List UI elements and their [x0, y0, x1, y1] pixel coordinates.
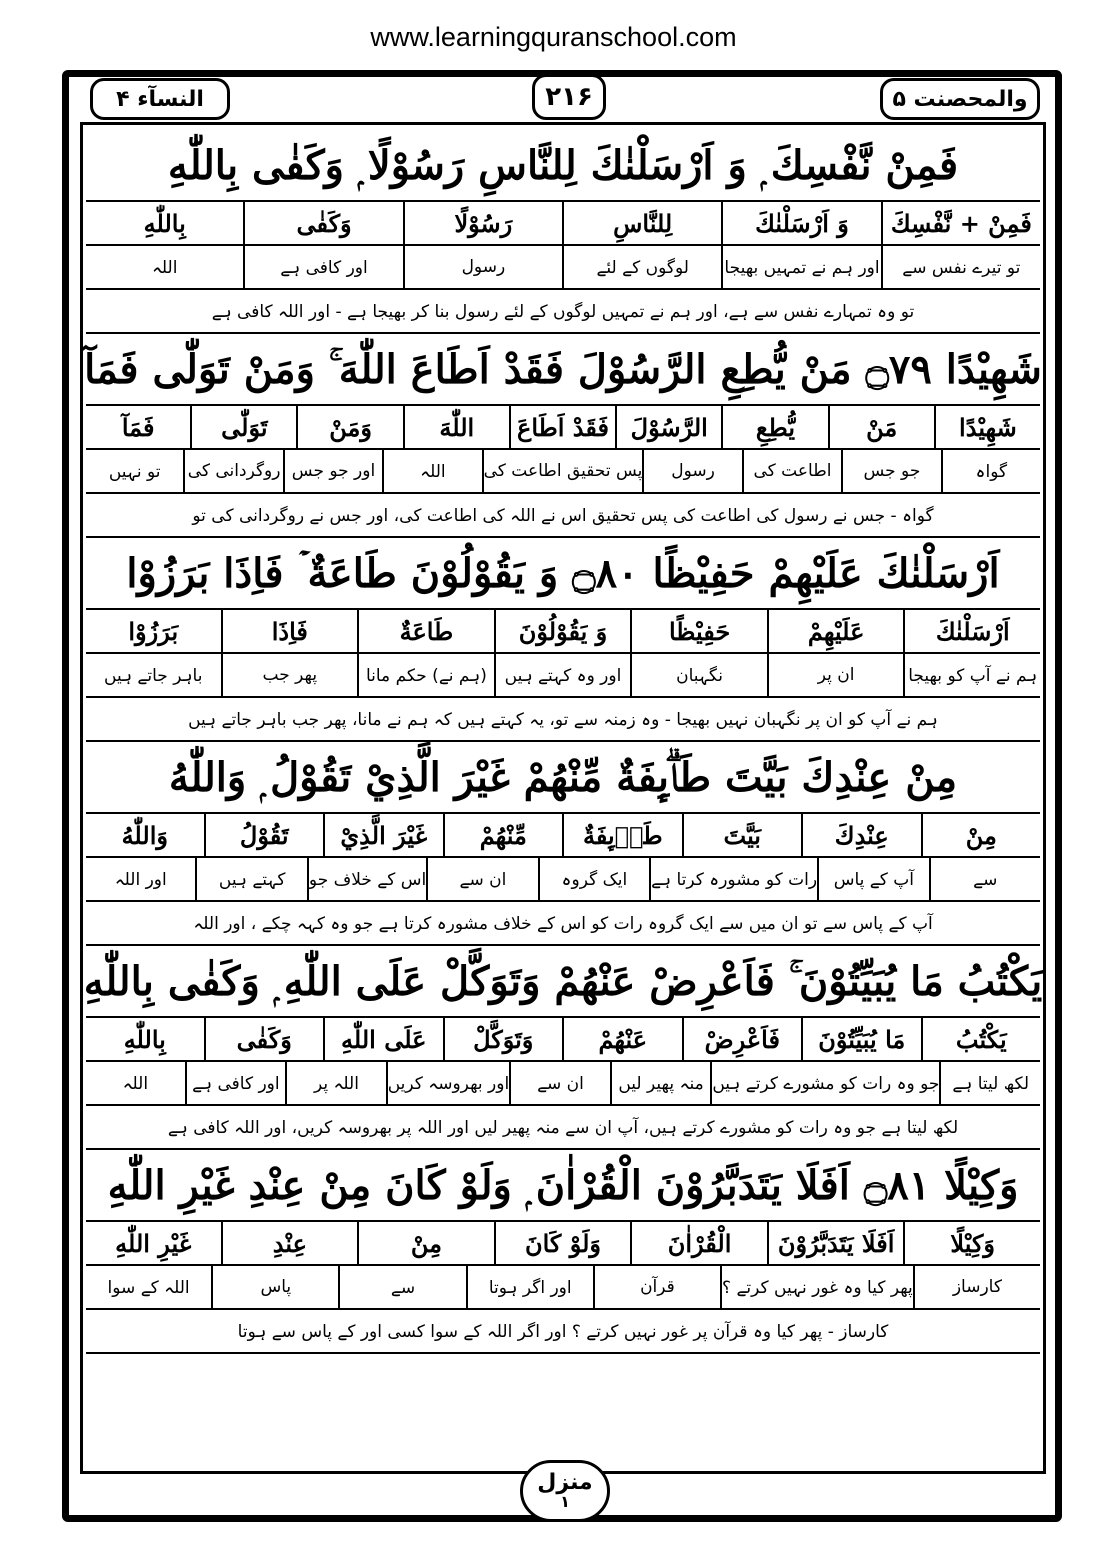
- word-cell: بَرَزُوْا: [128, 616, 179, 646]
- word-cell: فَمِنْ + نَّفْسِكَ: [881, 202, 1040, 244]
- meaning-cell: ان سے: [426, 858, 537, 900]
- word-cell: اللّٰهَ: [403, 406, 509, 448]
- urdu-translation: کارساز - پھر کیا وہ قرآن پر غور نہیں کرتے ؟ اور اگر اللہ کے سوا کسی اور کے پاس سے ہوتا: [237, 1321, 889, 1342]
- meaning-row: [86, 1266, 1040, 1310]
- verse-block: [83, 946, 1043, 1150]
- word-cell: الرَّسُوْلَ: [615, 406, 721, 448]
- meaning-row: [86, 1062, 1040, 1106]
- word-cell: وَلَوْ كَانَ: [494, 1222, 631, 1264]
- word-cell: غَيْرَ الَّذِيْ: [323, 814, 443, 856]
- word-cell: تَوَلّٰى: [190, 406, 296, 448]
- arabic-verse-line: مِنْ عِنْدِكَ بَيَّتَ طَاۗىِٕفَةٌ مِّنْهُمْ غَيْرَ الَّذِيْ تَقُوْلُ ۭ وَاللّٰهُ: [86, 742, 1040, 814]
- meaning-cell: کارساز: [913, 1266, 1040, 1308]
- arabic-verse-line: شَهِيْدًا ۝۷۹ مَنْ يُّطِعِ الرَّسُوْلَ فَقَدْ اَطَاعَ اللّٰهَ ۚ وَمَنْ تَوَلّٰى فَمَآ: [86, 334, 1040, 406]
- site-url: www.learningquranschool.com: [370, 22, 737, 52]
- verse-block: [86, 538, 1040, 742]
- meaning-cell: ہم نے آپ کو بھیجا: [903, 654, 1040, 696]
- meaning-cell: اطاعت کی: [742, 450, 841, 492]
- verse-block: [86, 1150, 1040, 1354]
- meaning-cell: اللہ پر: [285, 1062, 386, 1104]
- word-cell: بَيَّتَ: [682, 814, 802, 856]
- meaning-cell: اللہ: [122, 1073, 149, 1094]
- meaning-cell: رات کو مشورہ کرتا ہے: [649, 858, 817, 900]
- word-cell: مَنْ: [828, 406, 934, 448]
- arabic-verse-line: اَرْسَلْنٰكَ عَلَيْهِمْ حَفِيْظًا ۝۸۰ وَ يَقُوْلُوْنَ طَاعَةٌ ۡ فَاِذَا بَرَزُوْا: [86, 538, 1040, 610]
- word-cell: الْقُرْاٰنَ: [630, 1222, 767, 1264]
- manzil-label: منزل: [537, 1470, 593, 1495]
- word-cell: عَلَيْهِمْ: [767, 610, 904, 652]
- meaning-cell: اور اگر ہوتا: [466, 1266, 593, 1308]
- arabic-verse-line: وَكِيْلًا ۝۸۱ اَفَلَا يَتَدَبَّرُوْنَ الْقُرْاٰنَ ۭ وَلَوْ كَانَ مِنْ عِنْدِ غَيْرِ اللّٰهِ: [86, 1150, 1040, 1222]
- word-cell: وَمَنْ: [296, 406, 402, 448]
- meaning-cell: سے: [338, 1266, 465, 1308]
- meaning-cell: اس کے خلاف جو: [307, 858, 426, 900]
- word-cell: مِنْ: [921, 814, 1041, 856]
- meaning-cell: پھر جب: [221, 654, 358, 696]
- manzil-badge: [520, 1460, 610, 1522]
- juz-name-label: والمحصنت ۵: [880, 78, 1040, 120]
- word-cell: يَكْتُبُ: [921, 1018, 1041, 1060]
- meaning-cell: تو تیرے نفس سے: [881, 246, 1040, 288]
- word-cell: وَ يَقُوْلُوْنَ: [494, 610, 631, 652]
- word-row: [86, 406, 1040, 450]
- word-cell: وَكِيْلًا: [903, 1222, 1040, 1264]
- urdu-translation: تو وہ تمہارے نفس سے ہے، اور ہم نے تمہیں لوگوں کے لئے رسول بنا کر بھیجا ہے - اور اللہ کافی ہے: [211, 301, 915, 322]
- meaning-cell: جو وہ رات کو مشورے کرتے ہیں: [710, 1062, 939, 1104]
- word-cell: عِنْدِ: [221, 1222, 358, 1264]
- verse-block: [86, 334, 1040, 538]
- word-cell: وَكَفٰى: [243, 202, 402, 244]
- page-content: [83, 130, 1043, 1354]
- meaning-cell: آپ کے پاس: [817, 858, 928, 900]
- meaning-cell: نگہبان: [630, 654, 767, 696]
- meaning-cell: پھر کیا وہ غور نہیں کرتے ؟: [720, 1266, 913, 1308]
- urdu-translation: آپ کے پاس سے تو ان میں سے ایک گروہ رات کو اس کے خلاف مشورہ کرتا ہے جو وہ کہہ چکے ، اور اللہ: [193, 913, 933, 934]
- word-cell: فَاَعْرِضْ: [682, 1018, 802, 1060]
- word-cell: عَلَى اللّٰهِ: [323, 1018, 443, 1060]
- meaning-cell: (ہم نے) حکم مانا: [357, 654, 494, 696]
- verse-block: [86, 130, 1040, 334]
- word-row: [86, 814, 1040, 858]
- meaning-cell: جو جس: [841, 450, 940, 492]
- word-cell: طَاۗىِٕفَةٌ: [562, 814, 682, 856]
- word-cell: اَرْسَلْنٰكَ: [903, 610, 1040, 652]
- meaning-cell: رسول: [642, 450, 741, 492]
- meaning-cell: اللہ: [382, 450, 481, 492]
- meaning-cell: اور کافی ہے: [243, 246, 402, 288]
- meaning-cell: باہر جاتے ہیں: [104, 665, 203, 686]
- urdu-translation: لکھ لیتا ہے جو وہ رات کو مشورے کرتے ہیں، آپ ان سے منہ پھیر لیں اور اللہ پر بھروسہ کریں، اور اللہ کافی ہے: [167, 1117, 959, 1138]
- word-row: [86, 610, 1040, 654]
- word-cell: تَقُوْلُ: [204, 814, 324, 856]
- meaning-cell: تو نہیں: [108, 461, 161, 482]
- word-cell: لِلنَّاسِ: [562, 202, 721, 244]
- word-cell: غَيْرِ اللّٰهِ: [115, 1228, 192, 1258]
- arabic-verse-line: يَكْتُبُ مَا يُبَيِّتُوْنَ ۚ فَاَعْرِضْ عَنْهُمْ وَتَوَكَّلْ عَلَى اللّٰهِ ۭ وَكَفٰى بِاللّٰهِ: [86, 946, 1040, 1018]
- meaning-cell: قرآن: [593, 1266, 720, 1308]
- word-cell: فَاِذَا: [221, 610, 358, 652]
- word-row: [86, 1018, 1040, 1062]
- page-number: ۲۱۶: [532, 74, 606, 120]
- meaning-cell: پاس: [211, 1266, 338, 1308]
- meaning-cell: اللہ: [151, 257, 178, 278]
- word-cell: بِاللّٰهِ: [143, 208, 186, 238]
- word-cell: عِنْدِكَ: [801, 814, 921, 856]
- meaning-row: [86, 246, 1040, 290]
- word-cell: وَكَفٰى: [204, 1018, 324, 1060]
- meaning-row: [86, 858, 1040, 902]
- meaning-cell: ایک گروہ: [538, 858, 649, 900]
- meaning-cell: لکھ لیتا ہے: [939, 1062, 1040, 1104]
- word-cell: مِّنْهُمْ: [443, 814, 563, 856]
- word-row: [86, 1222, 1040, 1266]
- meaning-row: [86, 450, 1040, 494]
- word-cell: مِنْ: [357, 1222, 494, 1264]
- word-cell: حَفِيْظًا: [630, 610, 767, 652]
- word-row: [86, 202, 1040, 246]
- meaning-cell: اور کافی ہے: [185, 1062, 286, 1104]
- word-cell: اَفَلَا يَتَدَبَّرُوْنَ: [767, 1222, 904, 1264]
- arabic-verse-line: فَمِنْ نَّفْسِكَ ۭ وَ اَرْسَلْنٰكَ لِلنَّاسِ رَسُوْلًا ۭ وَكَفٰى بِاللّٰهِ: [86, 130, 1040, 202]
- meaning-cell: اور وہ کہتے ہیں: [494, 654, 631, 696]
- word-cell: وَاللّٰهُ: [121, 820, 168, 850]
- word-cell: فَمَآ: [121, 412, 155, 442]
- meaning-cell: سے: [929, 858, 1040, 900]
- word-cell: بِاللّٰهِ: [123, 1024, 166, 1054]
- meaning-cell: منہ پھیر لیں: [610, 1062, 711, 1104]
- word-cell: طَاعَةٌ: [357, 610, 494, 652]
- meaning-cell: ان پر: [767, 654, 904, 696]
- word-cell: عَنْهُمْ: [562, 1018, 682, 1060]
- word-cell: فَقَدْ اَطَاعَ: [509, 406, 615, 448]
- urdu-translation: ہم نے آپ کو ان پر نگہبان نہیں بھیجا - وہ زمنہ سے تو، یہ کہتے ہیں کہ ہم نے مانا، پھر جب باہر جاتے ہیں: [188, 709, 938, 730]
- word-cell: مَا يُبَيِّتُوْنَ: [801, 1018, 921, 1060]
- word-cell: يُّطِعِ: [721, 406, 827, 448]
- urdu-translation: گواہ - جس نے رسول کی اطاعت کی پس تحقیق اس نے اللہ کی اطاعت کی، اور جس نے روگردانی کی تو: [192, 505, 934, 526]
- meaning-cell: پس تحقیق اطاعت کی: [482, 450, 643, 492]
- verse-block: [86, 742, 1040, 946]
- meaning-cell: روگردانی کی: [183, 450, 282, 492]
- meaning-cell: ان سے: [509, 1062, 610, 1104]
- surah-name-label: النسآء ۴: [90, 78, 230, 120]
- word-cell: وَ اَرْسَلْنٰكَ: [721, 202, 880, 244]
- meaning-cell: رسول: [403, 246, 562, 288]
- word-cell: وَتَوَكَّلْ: [443, 1018, 563, 1060]
- meaning-cell: اللہ کے سوا: [107, 1277, 190, 1298]
- meaning-cell: گواہ: [941, 450, 1040, 492]
- meaning-cell: اور جو جس: [283, 450, 382, 492]
- word-cell: شَهِيْدًا: [934, 406, 1040, 448]
- meaning-cell: اور ہم نے تمہیں بھیجا: [721, 246, 880, 288]
- meaning-cell: کہتے ہیں: [195, 858, 306, 900]
- meaning-cell: لوگوں کے لئے: [562, 246, 721, 288]
- meaning-cell: اور اللہ: [114, 869, 167, 890]
- manzil-number: ۱: [560, 1492, 570, 1511]
- meaning-row: [86, 654, 1040, 698]
- meaning-cell: اور بھروسہ کریں: [386, 1062, 509, 1104]
- word-cell: رَسُوْلًا: [403, 202, 562, 244]
